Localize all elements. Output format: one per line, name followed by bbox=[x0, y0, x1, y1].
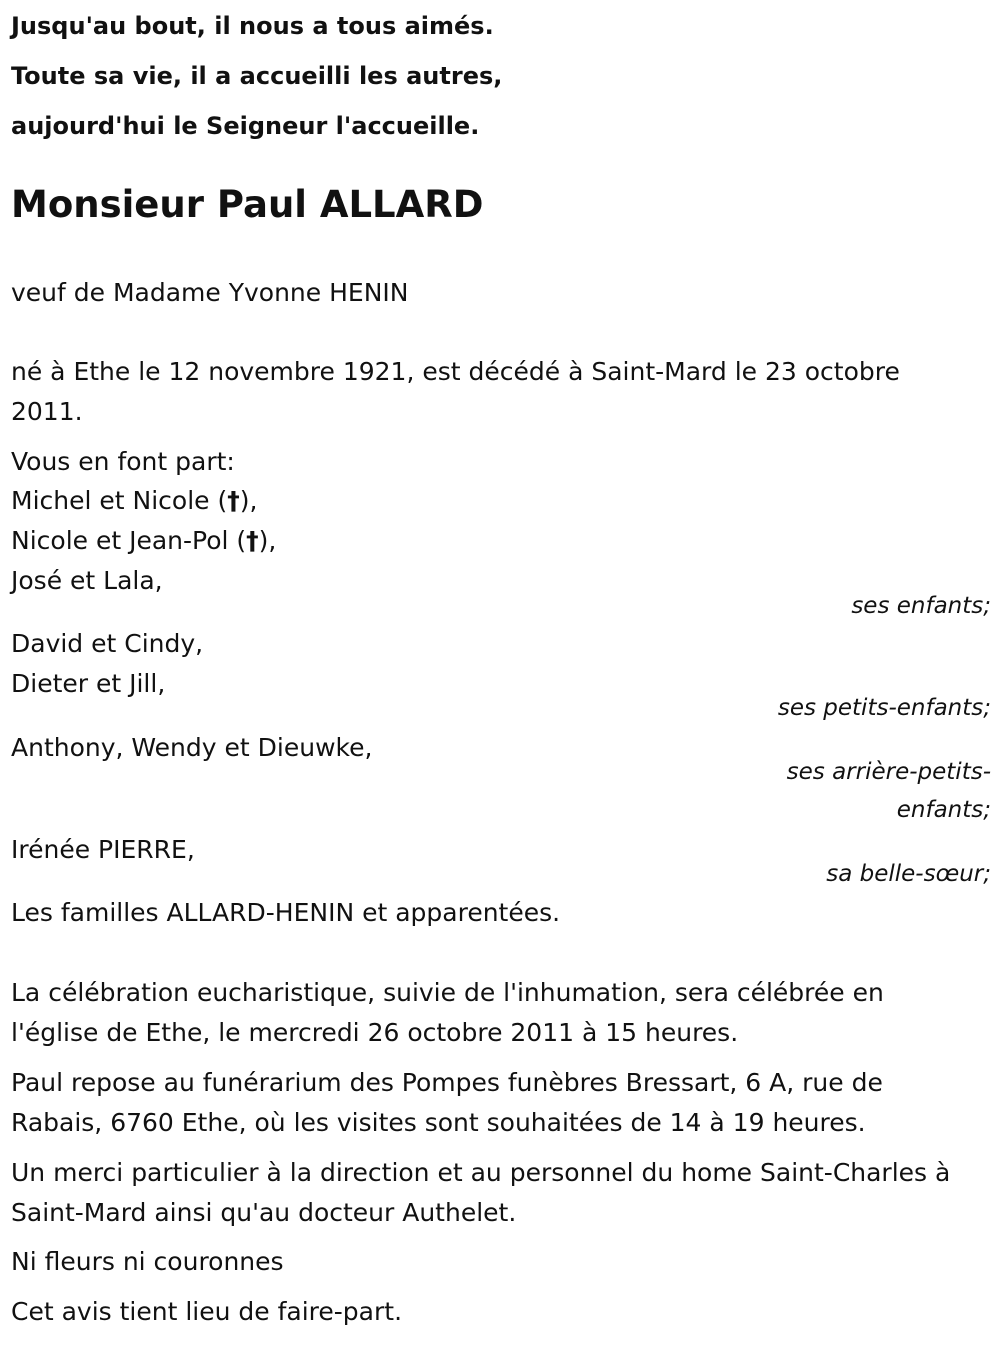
funeral-home-paragraph: Paul repose au funérarium des Pompes funèbres Bressart, 6 A, rue de Rabais, 6760 Ethe, où les visites sont souhaitées de 14 à 19 heures. bbox=[11, 1068, 883, 1137]
no-flowers-line: Ni fleurs ni couronnes bbox=[11, 1247, 284, 1276]
cross-icon: † bbox=[227, 486, 240, 515]
widower-line: veuf de Madame Yvonne HENIN bbox=[11, 278, 409, 307]
relation-sister-in-law: sa belle-sœur; bbox=[826, 861, 991, 887]
sister-in-law-line: Irénée PIERRE, bbox=[11, 835, 195, 864]
relation-grandchildren: ses petits-enfants; bbox=[777, 695, 991, 721]
families-line: Les familles ALLARD-HENIN et apparentées. bbox=[11, 898, 561, 927]
verse-line: aujourd'hui le Seigneur l'accueille. bbox=[11, 112, 480, 140]
verse-line: Toute sa vie, il a accueilli les autres, bbox=[11, 62, 503, 90]
grandchild-line: Dieter et Jill, bbox=[11, 669, 166, 698]
deceased-name: Monsieur Paul ALLARD bbox=[11, 183, 484, 226]
child-line: Michel et Nicole (†), bbox=[11, 486, 258, 515]
announce-intro: Vous en font part: bbox=[11, 447, 235, 476]
verse-line: Jusqu'au bout, il nous a tous aimés. bbox=[11, 12, 494, 40]
child-line: José et Lala, bbox=[11, 566, 163, 595]
ceremony-paragraph: La célébration eucharistique, suivie de l'inhumation, sera célébrée en l'église de Ethe, le mercredi 26 octobre 2011 à 15 heures. bbox=[11, 978, 884, 1047]
child-line: Nicole et Jean-Pol (†), bbox=[11, 526, 277, 555]
grandchild-line: David et Cindy, bbox=[11, 629, 204, 658]
relation-great-grandchildren: ses arrière-petits-enfants; bbox=[786, 759, 991, 823]
birth-death-line: né à Ethe le 12 novembre 1921, est décédé à Saint-Mard le 23 octobre 2011. bbox=[11, 357, 900, 426]
cross-icon: † bbox=[246, 526, 259, 555]
notice-line: Cet avis tient lieu de faire-part. bbox=[11, 1297, 403, 1326]
relation-children: ses enfants; bbox=[851, 593, 991, 619]
great-grandchild-line: Anthony, Wendy et Dieuwke, bbox=[11, 733, 373, 762]
thanks-paragraph: Un merci particulier à la direction et au personnel du home Saint-Charles à Saint-Mard ainsi qu'au docteur Authelet. bbox=[11, 1158, 951, 1227]
